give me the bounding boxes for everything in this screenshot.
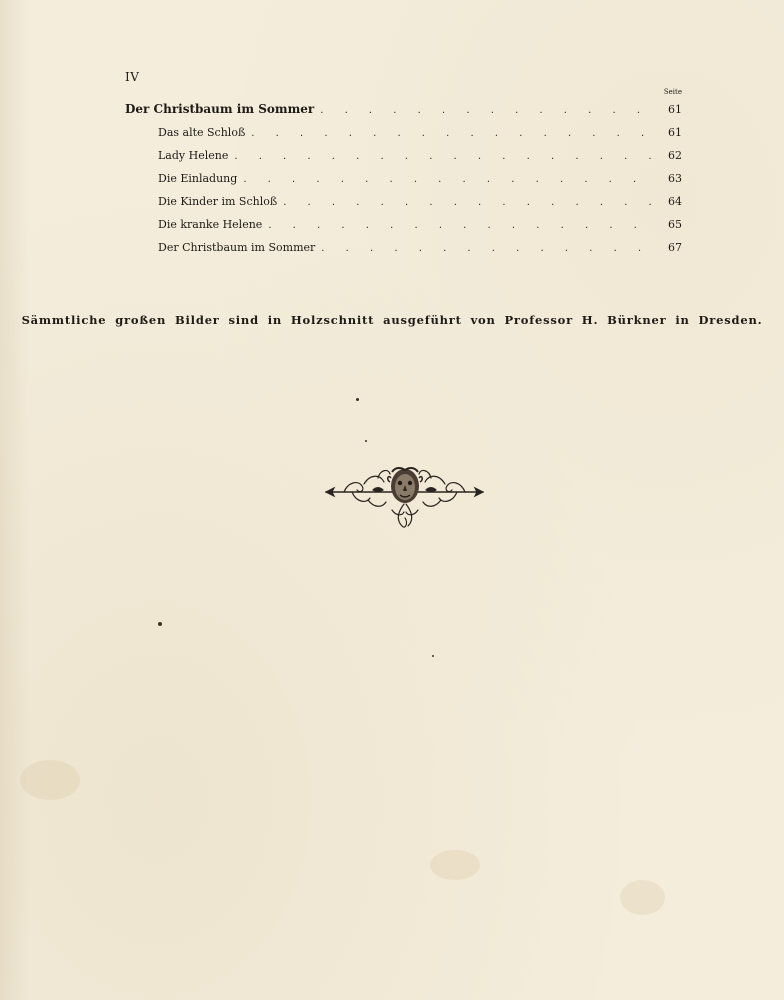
illustration-credit: Sämmtliche großen Bilder sind in Holzschnitt ausgeführt von Professor H. Bürkner in Dresden. [21,313,763,327]
toc-sub-entry[interactable] [125,190,682,213]
paper-stain [620,880,665,915]
toc-leader-dots [283,191,654,214]
toc-entry-title: Die Kinder im Schloß [158,195,278,208]
toc-sub-entry[interactable] [125,236,682,259]
toc-entry-title: Der Christbaum im Sommer [158,241,316,254]
toc-main-entry[interactable] [125,98,682,121]
toc-sub-entry[interactable] [125,144,682,167]
toc-entry-page: 63 [668,172,682,185]
toc-sub-entry[interactable] [125,121,682,144]
toc-leader-dots [268,214,654,237]
toc-entry-page: 67 [668,241,682,254]
seite-column-label: Seite [663,88,682,96]
toc-leader-dots [234,145,654,168]
toc-sub-entry[interactable] [125,213,682,236]
toc-leader-dots [251,122,654,145]
toc-entry-title: Lady Helene [158,149,229,162]
toc-sub-entry[interactable] [125,167,682,190]
toc-entry-title: Das alte Schloß [158,126,246,139]
ink-speck [158,622,162,626]
toc-entry-page: 62 [668,149,682,162]
table-of-contents [125,98,682,259]
paper-stain [430,850,480,880]
ink-speck [365,440,367,442]
toc-entry-page: 64 [668,195,682,208]
toc-entry-page: 65 [668,218,682,231]
ink-speck [356,398,359,401]
floral-mask-ornament-icon [322,460,487,532]
page-number: IV [125,70,140,84]
toc-entry-page: 61 [668,103,682,116]
toc-entry-title: Die kranke Helene [158,218,263,231]
paper-stain [20,760,80,800]
toc-leader-dots [320,99,654,122]
ink-speck [432,655,434,657]
toc-leader-dots [243,168,654,191]
toc-entry-title: Der Christbaum im Sommer [125,102,315,116]
toc-entry-title: Die Einladung [158,172,238,185]
toc-entry-page: 61 [668,126,682,139]
toc-leader-dots [321,237,654,260]
